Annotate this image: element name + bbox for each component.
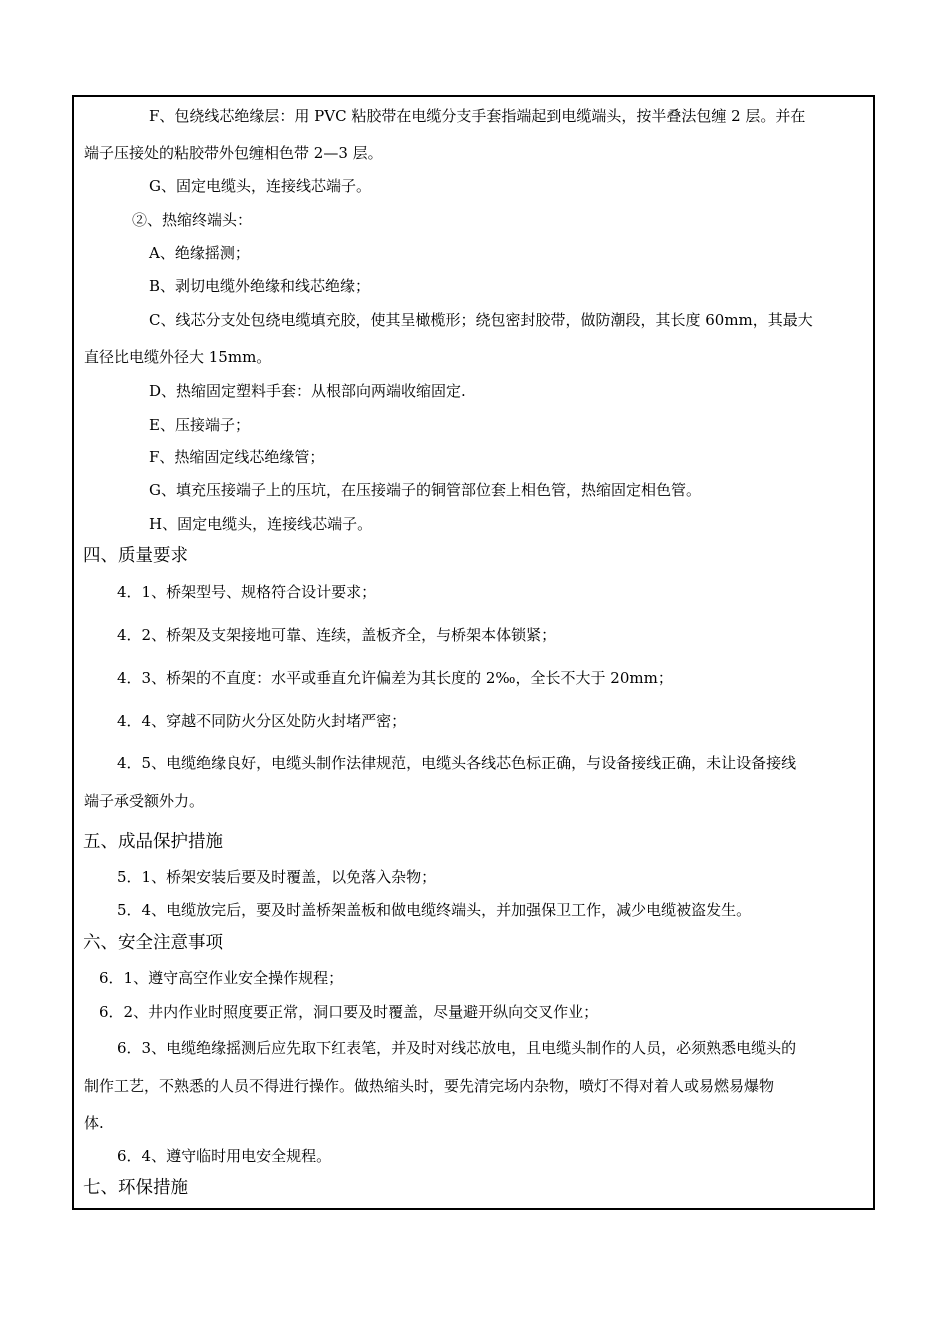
- section-heading: 六、安全注意事项: [83, 933, 223, 953]
- text-line: 5．4、电缆放完后，要及时盖桥架盖板和做电缆终端头，并加强保卫工作，减少电缆被盗发生。: [117, 901, 752, 919]
- section-heading: 四、质量要求: [83, 546, 188, 566]
- text-line: 6．4、遵守临时用电安全规程。: [117, 1147, 332, 1165]
- section-heading: 五、成品保护措施: [83, 832, 223, 852]
- text-line: D、热缩固定塑料手套：从根部向两端收缩固定.: [149, 382, 466, 400]
- text-line: 端子承受额外力。: [84, 792, 205, 810]
- text-line: 制作工艺，不熟悉的人员不得进行操作。做热缩头时，要先清完场内杂物，喷灯不得对着人或易燃易爆物: [84, 1077, 775, 1095]
- text-line: 4．3、桥架的不直度：水平或垂直允许偏差为其长度的 2‰，全长不大于 20mm；: [117, 669, 673, 687]
- text-line: G、固定电缆头，连接线芯端子。: [149, 177, 371, 195]
- text-line: 6．1、遵守高空作业安全操作规程；: [99, 969, 344, 987]
- text-line: C、线芯分支处包绕电缆填充胶，使其呈橄榄形；绕包密封胶带，做防潮段，其长度 60mm，其最大: [149, 311, 813, 329]
- text-line: 端子压接处的粘胶带外包缠相色带 2—3 层。: [84, 144, 383, 162]
- text-line: G、填充压接端子上的压坑，在压接端子的铜管部位套上相色管，热缩固定相色管。: [149, 481, 701, 499]
- text-line: 6．2、井内作业时照度要正常，洞口要及时覆盖，尽量避开纵向交叉作业；: [99, 1003, 599, 1021]
- text-line: F、包绕线芯绝缘层：用 PVC 粘胶带在电缆分支手套指端起到电缆端头，按半叠法包缠 2 层。并在: [149, 107, 806, 125]
- text-line: 直径比电缆外径大 15mm。: [84, 348, 272, 366]
- text-line: E、压接端子；: [149, 416, 250, 434]
- text-line: 4．4、穿越不同防火分区处防火封堵严密；: [117, 712, 407, 730]
- text-line: A、绝缘摇测；: [149, 244, 250, 262]
- text-line: 体.: [84, 1114, 104, 1132]
- text-line: F、热缩固定线芯绝缘管；: [149, 448, 325, 466]
- section-heading: 七、环保措施: [83, 1178, 188, 1198]
- text-line: H、固定电缆头，连接线芯端子。: [149, 515, 373, 533]
- document-frame: [72, 95, 875, 1210]
- text-line: 4．5、电缆绝缘良好，电缆头制作法律规范，电缆头各线芯色标正确，与设备接线正确，未让设备接线: [117, 754, 797, 772]
- text-line: 6．3、电缆绝缘摇测后应先取下红表笔，并及时对线芯放电，且电缆头制作的人员，必须熟悉电缆头的: [117, 1039, 797, 1057]
- text-line: 4．2、桥架及支架接地可靠、连续，盖板齐全，与桥架本体锁紧；: [117, 626, 557, 644]
- text-line: 5．1、桥架安装后要及时覆盖，以免落入杂物；: [117, 868, 437, 886]
- text-line: B、剥切电缆外绝缘和线芯绝缘；: [149, 277, 371, 295]
- text-line: 4．1、桥架型号、规格符合设计要求；: [117, 583, 377, 601]
- text-line: ②、热缩终端头：: [132, 211, 253, 229]
